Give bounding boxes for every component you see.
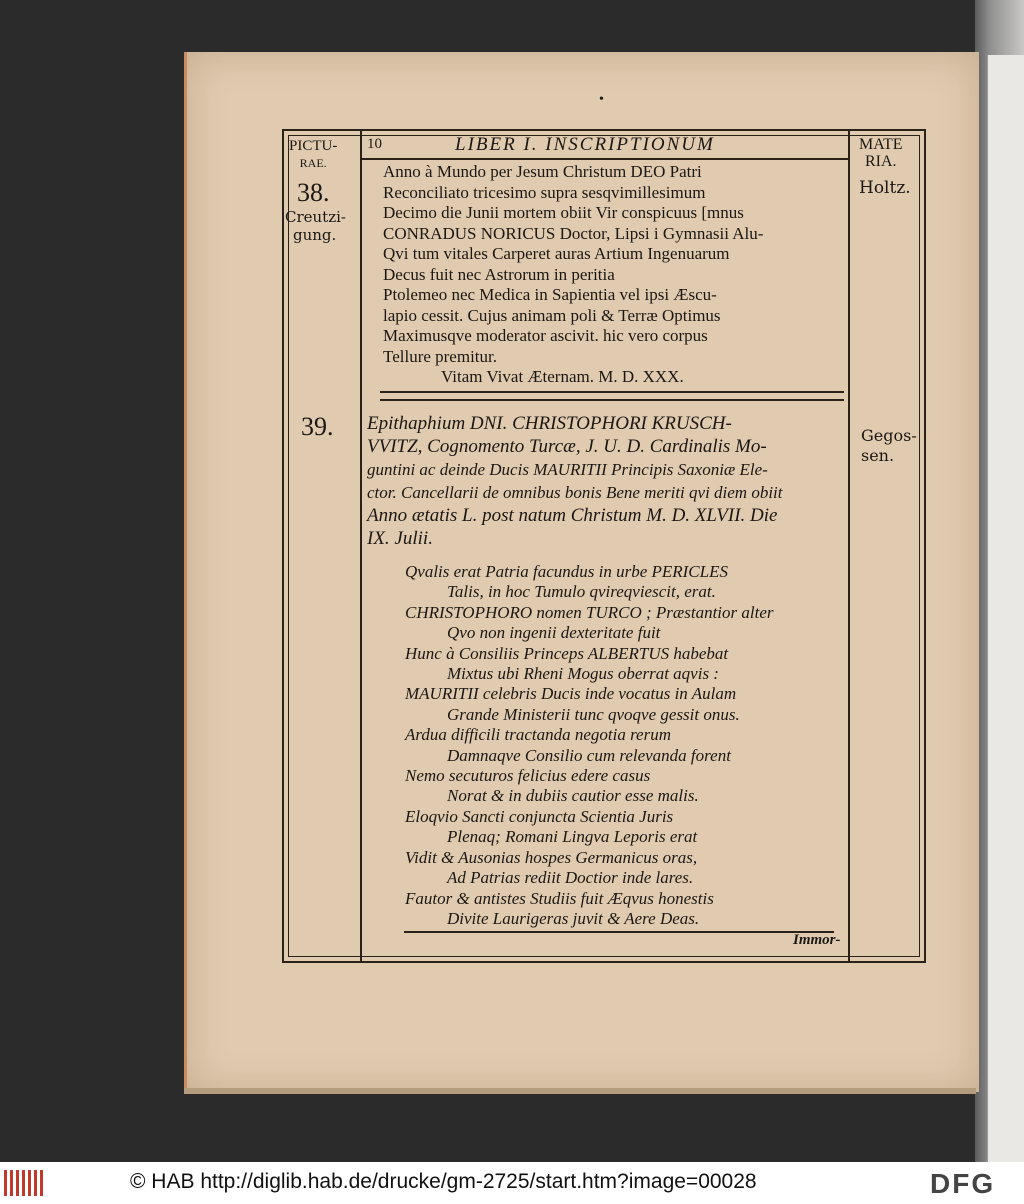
entry-38-margin-right: Holtz. (859, 178, 911, 198)
running-head: LIBER I. INSCRIPTIONUM (455, 134, 715, 155)
entry-39-number: 39. (301, 412, 334, 441)
verse-line: Vidit & Ausonias hospes Germanicus oras, (405, 847, 698, 867)
verse-line: Ad Patrias rediit Doctior inde lares. (447, 868, 694, 888)
entry-38-text: Anno à Mundo per Jesum Christum DEO Patri Reconciliato tricesimo supra sesqvimillesimum Decimo die Junii mortem obiit Vir conspicuus [mnus CONRADUS NORICUS Doctor, Lipsi i Gymnasii Alu- Qvi tum vitales Carperet auras Artium Ingenuarum Decus fuit nec Astrorum in peritia Ptolemeo nec Medica in Sapientia vel ipsi Æscu- lapio cessit. Cujus animam poli & Terræ Optimus Maximusqve moderator ascivit. hic vero corpus Tellure premitur. Vitam Vivat Æternam. M. D. XXX. (383, 162, 764, 386)
verse-line: Talis, in hoc Tumulo qvireqviescit, erat. (447, 582, 716, 602)
page-number: 10 (367, 136, 382, 152)
verse-line: Hunc à Consiliis Princeps ALBERTUS habebat (405, 643, 729, 663)
verse-line: Grande Ministerii tunc qvoqve gessit onus. (447, 704, 740, 724)
entry-39-verses (405, 562, 774, 929)
verse-line: Divite Laurigeras juvit & Aere Deas. (447, 908, 700, 928)
catchword: Immor- (793, 932, 841, 948)
verse-line: Qvo non ingenii dexteritate fuit (447, 623, 661, 643)
top-dot: • (599, 92, 604, 107)
entry-38-margin-left: Creutzi- gung. (285, 208, 346, 244)
next-page-edge (975, 0, 1024, 1162)
copyright-url[interactable]: © HAB http://diglib.hab.de/drucke/gm-2725/start.htm?image=00028 (130, 1170, 757, 1193)
entry-38-number: 38. (297, 178, 330, 207)
verse-line: Fautor & antistes Studiis fuit Æqvus honestis (405, 888, 714, 908)
dfg-logo: DFG (930, 1168, 996, 1199)
entry-39-margin-right: Gegos- sen. (861, 426, 917, 465)
verse-line: CHRISTOPHORO nomen TURCO ; Præstantior alter (405, 602, 774, 622)
page-bottom-edge (184, 1088, 976, 1094)
verse-line: MAURITII celebris Ducis inde vocatus in Aulam (405, 684, 737, 704)
verse-line: Damnaqve Consilio cum relevanda forent (447, 745, 731, 765)
verse-line: Plenaq; Romani Lingva Leporis erat (447, 827, 698, 847)
margin-label-materia: MATE RIA. (859, 136, 903, 170)
verse-line: Qvalis erat Patria facundus in urbe PERICLES (405, 562, 728, 581)
hab-barcode-logo-icon (4, 1170, 46, 1196)
verse-line: Ardua difficili tractanda negotia rerum (405, 725, 671, 745)
book-page (184, 52, 979, 1092)
verse-line: Mixtus ubi Rheni Mogus oberrat aqvis : (447, 664, 719, 684)
margin-label-picturae: PICTU- RAE. (289, 138, 338, 170)
entry-39-intro: Epithaphium DNI. CHRISTOPHORI KRUSCH- VVITZ, Cognomento Turcæ, J. U. D. Cardinalis Mo- guntini ac deinde Ducis MAURITII Principis Saxoniæ Ele- ctor. Cancellarii de omnibus bonis Bene meriti qvi diem obiit Anno ætatis L. post natum Christum M. D. XLVII. Die IX. Julii. (367, 413, 783, 549)
verse-line: Eloqvio Sancti conjuncta Scientia Juris (405, 806, 674, 826)
verse-line: Nemo secuturos felicius edere casus (405, 766, 651, 786)
verse-line: Norat & in dubiis cautior esse malis. (447, 786, 699, 806)
viewer-footer (0, 1162, 1024, 1204)
